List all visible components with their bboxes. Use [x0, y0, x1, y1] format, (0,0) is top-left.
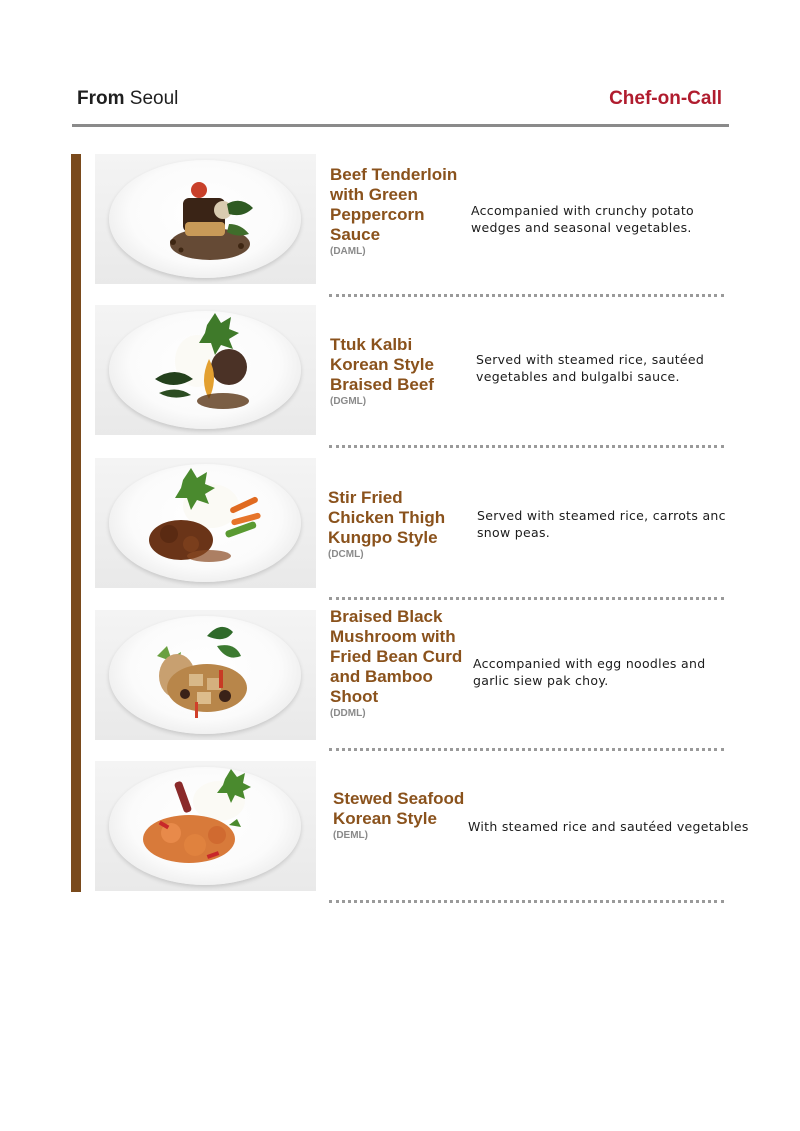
dish-name-block [328, 488, 463, 561]
dish-name-block [330, 607, 465, 720]
accent-bar [71, 154, 81, 892]
origin-label [77, 88, 178, 110]
dish-name: Ttuk Kalbi Korean Style Braised Beef [330, 335, 434, 394]
food-image [133, 460, 273, 580]
brand-title: Chef-on-Call [609, 88, 722, 109]
dotted-divider [329, 748, 724, 751]
dish-description: Served with steamed rice, sautéed vegetables and bulgalbi sauce. [476, 352, 705, 384]
dish-photo [95, 610, 316, 740]
dish-name-block [333, 789, 468, 842]
dish-code: (DAML) [330, 246, 366, 257]
food-image [129, 765, 269, 883]
dish-code: (DCML) [328, 549, 364, 560]
origin-prefix: From [77, 88, 125, 109]
dish-photo [95, 761, 316, 891]
food-image [137, 616, 267, 731]
dish-code: (DDML) [330, 708, 366, 719]
dish-photo [95, 154, 316, 284]
header-divider [72, 124, 729, 127]
food-image [145, 309, 265, 424]
dotted-divider [329, 597, 724, 600]
dish-description: Accompanied with crunchy potato wedges and seasonal vegetables. [471, 203, 694, 235]
dish-code: (DGML) [330, 396, 367, 407]
dish-description: Accompanied with egg noodles and garlic siew pak choy. [473, 656, 706, 688]
dotted-divider [329, 445, 724, 448]
dish-name: Stir Fried Chicken Thigh Kungpo Style [328, 488, 446, 547]
dish-description: Served with steamed rice, carrots anc snow peas. [477, 508, 726, 540]
page-header [0, 0, 800, 128]
dish-code: (DEML) [333, 830, 368, 841]
dish-photo [95, 458, 316, 588]
dish-photo [95, 305, 316, 435]
food-image [155, 164, 265, 274]
dish-name: Braised Black Mushroom with Fried Bean Curd and Bamboo Shoot [330, 607, 463, 706]
dish-name: Beef Tenderloin with Green Peppercorn Sauce [330, 165, 458, 244]
origin-city: Seoul [129, 88, 179, 109]
dish-name-block [330, 335, 465, 408]
dish-name-block [330, 165, 465, 258]
dish-name: Stewed Seafood Korean Style [333, 789, 465, 828]
dish-description: With steamed rice and sautéed vegetables [468, 819, 749, 834]
dotted-divider [329, 294, 724, 297]
dotted-divider [329, 900, 724, 903]
